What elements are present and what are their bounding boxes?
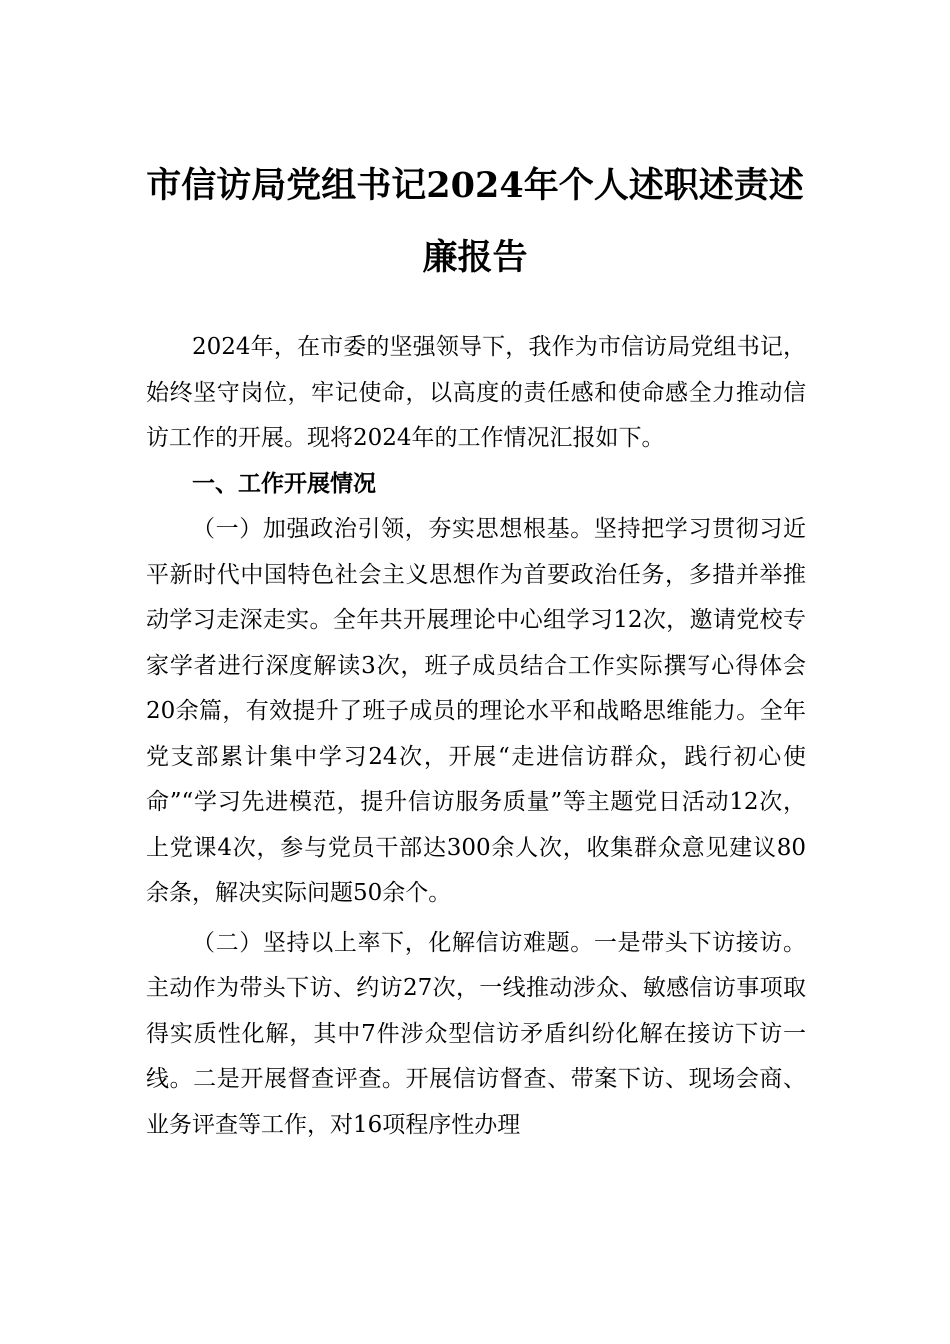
document-title bbox=[140, 150, 810, 294]
item-2-text: 一是带头下访接访。主动作为带头下访、约访27次，一线推动涉众、敏感信访事项取得实质性化解，其中7件涉众型信访矛盾纠纷化解在接访下访一线。二是开展督查评查。开展信访督查、带案下访、现场会商、业务评查等工作，对16项程序性办理 bbox=[146, 929, 807, 1138]
title-line-2: 廉报告 bbox=[422, 237, 528, 278]
section-heading-work: 一、工作开展情况 bbox=[192, 470, 376, 497]
item-1-lead: （一）加强政治引领，夯实思想根基。 bbox=[192, 516, 594, 542]
document-body bbox=[146, 325, 806, 1148]
item-paragraph-1 bbox=[146, 507, 806, 917]
item-paragraph-2 bbox=[146, 921, 806, 1149]
item-1-text: 坚持把学习贯彻习近平新时代中国特色社会主义思想作为首要政治任务，多措并举推动学习走深走实。全年共开展理论中心组学习12次，邀请党校专家学者进行深度解读3次，班子成员结合工作实际撰写心得体会20余篇，有效提升了班子成员的理论水平和战略思维能力。全年党支部累计集中学习24次，开展“走进信访群众，践行初心使命”“学习先进模范，提升信访服务质量”等主题党日活动12次，上党课4次，参与党员干部达300余人次，收集群众意见建议80余条，解决实际问题50余个。 bbox=[146, 516, 807, 906]
item-2-lead: （二）坚持以上率下，化解信访难题。 bbox=[192, 929, 594, 956]
title-line-1: 市信访局党组书记2024年个人述职述责述 bbox=[146, 165, 804, 206]
intro-paragraph: 2024年，在市委的坚强领导下，我作为市信访局党组书记，始终坚守岗位，牢记使命，以高度的责任感和使命感全力推动信访工作的开展。现将2024年的工作情况汇报如下。 bbox=[146, 334, 806, 451]
